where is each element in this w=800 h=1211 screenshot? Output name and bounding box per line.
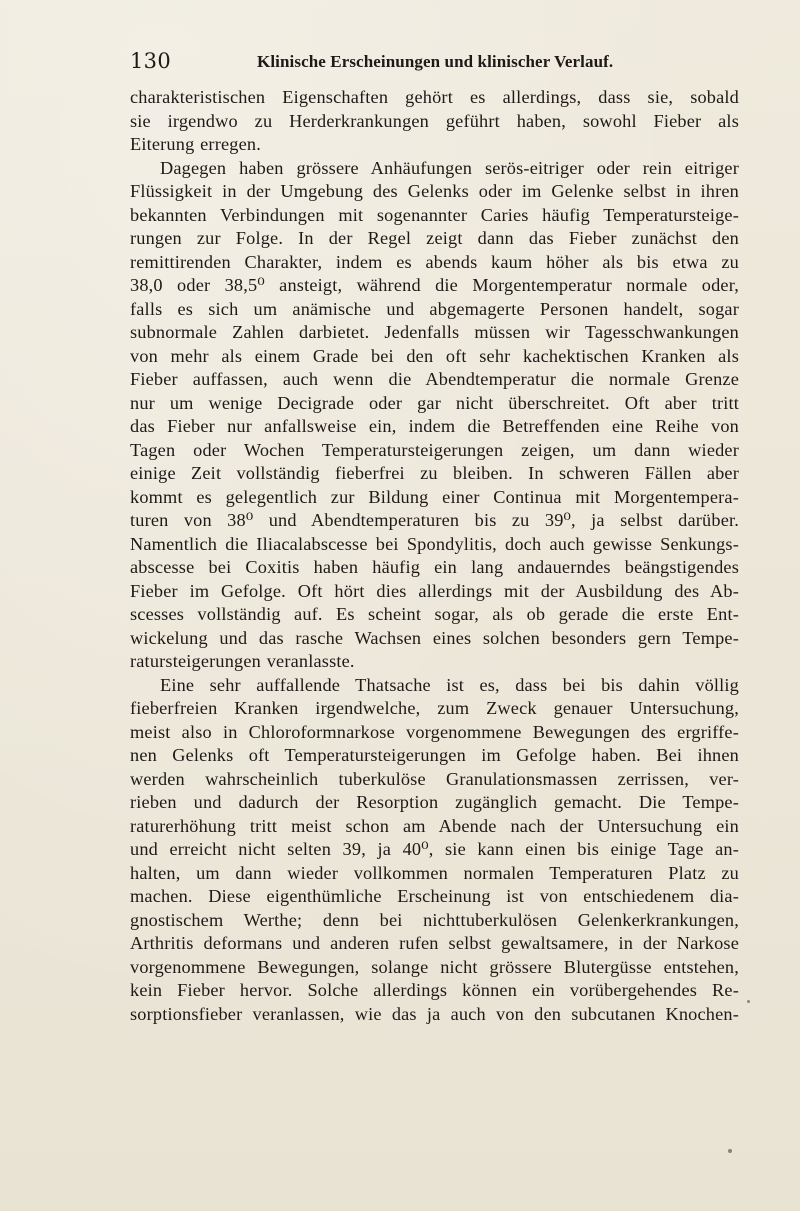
- text-line: remittirenden Charakter, indem es abends kaum höher als bis etwa zu: [130, 251, 739, 272]
- text-line: turen von 38⁰ und Abendtemperaturen bis zu 39⁰, ja selbst darüber.: [130, 510, 739, 530]
- text-line: rungen zur Folge. In der Regel zeigt dann das Fieber zunächst den: [130, 228, 739, 248]
- text-line: fieberfreien Kranken irgendwelche, zum Zweck genauer Untersuchung,: [130, 698, 739, 718]
- text-line: Dagegen haben grössere Anhäufungen serös-eitriger oder rein eitriger: [160, 157, 739, 178]
- text-line: Fieber auffassen, auch wenn die Abendtemperatur die normale Grenze: [130, 369, 739, 389]
- text-line: charakteristischen Eigenschaften gehört es allerdings, dass sie, sobald: [130, 87, 739, 107]
- page-number: 130: [130, 49, 171, 73]
- text-line: werden wahrscheinlich tuberkulöse Granulationsmassen zerrissen, ver-: [130, 768, 739, 789]
- text-line: gnostischem Werthe; denn bei nichttuberkulösen Gelenkerkrankungen,: [130, 909, 739, 930]
- text-line: Namentlich die Iliacalabscesse bei Spondylitis, doch auch gewisse Senkungs-: [130, 533, 739, 554]
- running-head: Klinische Erscheinungen und klinischer Verlauf.: [257, 52, 614, 71]
- text-line: Flüssigkeit in der Umgebung des Gelenks oder im Gelenke selbst in ihren: [130, 181, 739, 201]
- text-line: bekannten Verbindungen mit sogenannter Caries häufig Temperatursteige-: [130, 204, 739, 225]
- text-line: Eine sehr auffallende Thatsache ist es, dass bei bis dahin völlig: [160, 674, 739, 695]
- body-text: [130, 86, 739, 1026]
- text-line: ratursteigerungen veranlasste.: [130, 651, 355, 671]
- text-line: machen. Diese eigenthümliche Erscheinung ist von entschiedenem dia-: [130, 886, 739, 906]
- text-line: Eiterung erregen.: [130, 134, 261, 154]
- text-line: und erreicht nicht selten 39, ja 40⁰, sie kann einen bis einige Tage an-: [130, 839, 739, 859]
- text-line: das Fieber nur anfallsweise ein, indem die Betreffenden eine Reihe von: [130, 416, 739, 436]
- text-line: raturerhöhung tritt meist schon am Abende nach der Untersuchung ein: [130, 815, 739, 836]
- text-line: subnormale Zahlen darbietet. Jedenfalls müssen wir Tagesschwankungen: [130, 322, 739, 342]
- print-speck: [747, 1000, 750, 1003]
- print-speck: [728, 1149, 732, 1153]
- text-line: kommt es gelegentlich zur Bildung einer Continua mit Morgentempera-: [130, 486, 739, 507]
- text-line: sie irgendwo zu Herderkrankungen geführt haben, sowohl Fieber als: [130, 110, 739, 131]
- text-line: vorgenommene Bewegungen, solange nicht grössere Blutergüsse entstehen,: [130, 956, 739, 977]
- text-line: halten, um dann wieder vollkommen normalen Temperaturen Platz zu: [130, 862, 739, 883]
- text-line: Tagen oder Wochen Temperatursteigerungen zeigen, um dann wieder: [130, 439, 739, 460]
- text-line: Arthritis deformans und anderen rufen selbst gewaltsamere, in der Narkose: [130, 933, 739, 953]
- text-line: meist also in Chloroformnarkose vorgenommene Bewegungen des ergriffe-: [130, 721, 739, 742]
- text-line: Fieber im Gefolge. Oft hört dies allerdings mit der Ausbildung des Ab-: [130, 580, 739, 601]
- text-line: sorptionsfieber veranlassen, wie das ja auch von den subcutanen Knochen-: [130, 1003, 739, 1024]
- text-line: kein Fieber hervor. Solche allerdings können ein vorübergehendes Re-: [130, 980, 739, 1000]
- text-line: nur um wenige Decigrade oder gar nicht überschreitet. Oft aber tritt: [130, 392, 739, 413]
- text-line: 38,0 oder 38,5⁰ ansteigt, während die Morgentemperatur normale oder,: [130, 275, 739, 295]
- text-line: von mehr als einem Grade bei den oft sehr kachektischen Kranken als: [130, 345, 739, 366]
- text-line: rieben und dadurch der Resorption zugänglich gemacht. Die Tempe-: [130, 792, 739, 812]
- text-line: nen Gelenks oft Temperatursteigerungen im Gefolge haben. Bei ihnen: [130, 745, 739, 765]
- text-line: abscesse bei Coxitis haben häufig ein lang andauerndes beängstigendes: [130, 557, 739, 577]
- text-line: falls es sich um anämische und abgemagerte Personen handelt, sogar: [130, 298, 739, 319]
- text-line: einige Zeit vollständig fieberfrei zu bleiben. In schweren Fällen aber: [130, 463, 739, 483]
- text-line: wickelung und das rasche Wachsen eines solchen besonders gern Tempe-: [130, 627, 739, 648]
- text-line: scesses vollständig auf. Es scheint sogar, als ob gerade die erste Ent-: [130, 604, 739, 624]
- page-header: [130, 49, 650, 75]
